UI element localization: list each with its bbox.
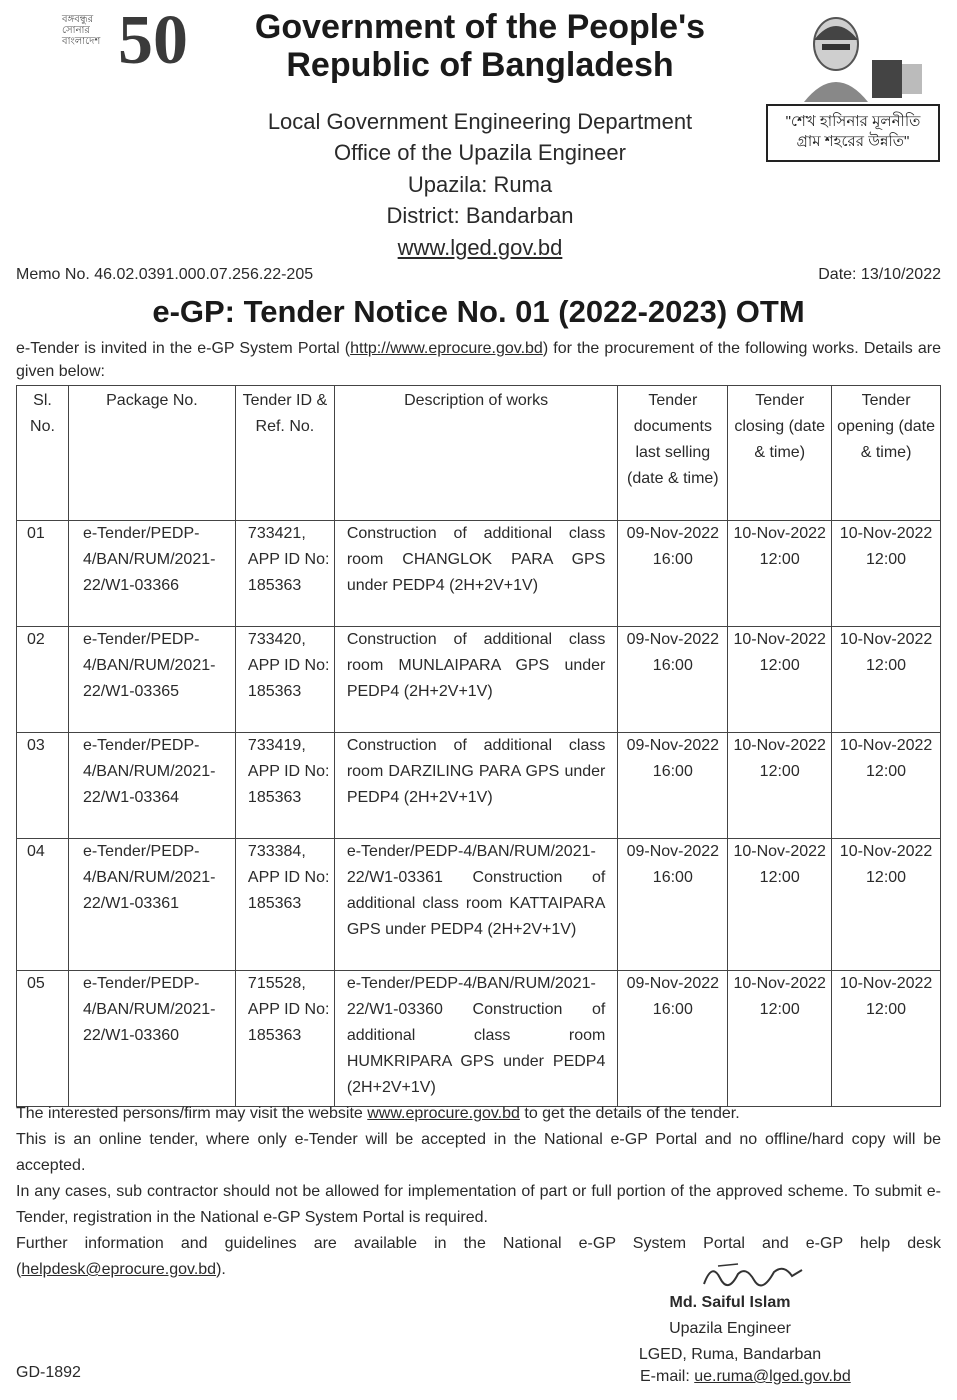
eprocure-website-link[interactable]: www.eprocure.gov.bd bbox=[367, 1105, 520, 1122]
cell-opening: 10-Nov-2022 12:00 bbox=[832, 733, 941, 839]
memo-number: Memo No. 46.02.0391.000.07.256.22-205 bbox=[16, 266, 314, 283]
table-row bbox=[17, 627, 941, 733]
logo-text-line: সোনার bbox=[62, 25, 90, 36]
notice-header bbox=[0, 0, 957, 268]
header-closing: Tender closing (date & time) bbox=[728, 386, 832, 521]
signatory-email-link[interactable]: ue.ruma@lged.gov.bd bbox=[694, 1368, 851, 1385]
table-row bbox=[17, 521, 941, 627]
notice-date: Date: 13/10/2022 bbox=[818, 266, 941, 283]
header-opening: Tender opening (date & time) bbox=[832, 386, 941, 521]
footer-note-helpdesk: Further information and guidelines are available in the National e-GP System Portal and e-GP help desk (helpdesk@eprocure.gov.bd). bbox=[16, 1235, 941, 1278]
cell-opening: 10-Nov-2022 12:00 bbox=[832, 971, 941, 1107]
cell-sl: 04 bbox=[17, 839, 69, 971]
cell-opening: 10-Nov-2022 12:00 bbox=[832, 839, 941, 971]
signatory-email-line: E-mail: ue.ruma@lged.gov.bd bbox=[640, 1368, 851, 1385]
footer-note-online: This is an online tender, where only e-Tender will be accepted in the National e-GP Portal and no offline/hard copy will be accepted. bbox=[16, 1131, 941, 1174]
cell-tender-id: 733384, APP ID No: 185363 bbox=[235, 839, 334, 971]
signatory-designation: Upazila Engineer bbox=[669, 1320, 791, 1337]
header-selling: Tender documents last selling (date & time) bbox=[618, 386, 728, 521]
lged-website-link[interactable]: www.lged.gov.bd bbox=[397, 235, 563, 260]
logo-text-line: বঙ্গবন্ধুর bbox=[62, 14, 94, 25]
cell-sl: 01 bbox=[17, 521, 69, 627]
cell-description: e-Tender/PEDP-4/BAN/RUM/2021-22/W1-03361 Construction of additional class room KATTAIPARA GPS under PEDP4 (2H+2V+1V) bbox=[334, 839, 618, 971]
signatory-block bbox=[560, 1290, 900, 1368]
slogan-line-1: "শেখ হাসিনার মূলনীতি bbox=[785, 113, 921, 130]
table-header-row bbox=[17, 386, 941, 521]
cell-description: Construction of additional class room CHANGLOK PARA GPS under PEDP4 (2H+2V+1V) bbox=[334, 521, 618, 627]
cell-selling: 09-Nov-2022 16:00 bbox=[618, 733, 728, 839]
cell-sl: 03 bbox=[17, 733, 69, 839]
table-row bbox=[17, 971, 941, 1107]
cell-opening: 10-Nov-2022 12:00 bbox=[832, 521, 941, 627]
cell-selling: 09-Nov-2022 16:00 bbox=[618, 627, 728, 733]
table-row bbox=[17, 733, 941, 839]
cell-closing: 10-Nov-2022 12:00 bbox=[728, 521, 832, 627]
cell-selling: 09-Nov-2022 16:00 bbox=[618, 521, 728, 627]
office-name: Office of the Upazila Engineer bbox=[334, 140, 626, 165]
cell-package: e-Tender/PEDP-4/BAN/RUM/2021-22/W1-03364 bbox=[68, 733, 235, 839]
eprocure-link[interactable]: http://www.eprocure.gov.bd bbox=[350, 340, 543, 357]
table-row bbox=[17, 839, 941, 971]
government-title bbox=[180, 8, 780, 84]
slogan-box bbox=[766, 104, 940, 162]
cell-selling: 09-Nov-2022 16:00 bbox=[618, 971, 728, 1107]
cell-description: Construction of additional class room DARZILING PARA GPS under PEDP4 (2H+2V+1V) bbox=[334, 733, 618, 839]
tender-notice-title: e-GP: Tender Notice No. 01 (2022-2023) OTM bbox=[152, 294, 805, 329]
footer-note-subcontractor: In any cases, sub contractor should not be allowed for implementation of part or full portion of the approved scheme. To submit e-Tender, registration in the National e-GP System Portal is required. bbox=[16, 1183, 941, 1226]
cell-package: e-Tender/PEDP-4/BAN/RUM/2021-22/W1-03361 bbox=[68, 839, 235, 971]
title-line-1: Government of the People's bbox=[254, 8, 706, 46]
cell-closing: 10-Nov-2022 12:00 bbox=[728, 839, 832, 971]
tender-table bbox=[16, 385, 941, 1107]
cell-sl: 02 bbox=[17, 627, 69, 733]
golden-jubilee-logo bbox=[62, 2, 190, 84]
cell-selling: 09-Nov-2022 16:00 bbox=[618, 839, 728, 971]
logo-number: 50 bbox=[118, 2, 188, 79]
cell-tender-id: 715528, APP ID No: 185363 bbox=[235, 971, 334, 1107]
cell-closing: 10-Nov-2022 12:00 bbox=[728, 733, 832, 839]
cell-description: Construction of additional class room MUNLAIPARA GPS under PEDP4 (2H+2V+1V) bbox=[334, 627, 618, 733]
cell-closing: 10-Nov-2022 12:00 bbox=[728, 627, 832, 733]
header-package: Package No. bbox=[68, 386, 235, 521]
signature-image bbox=[698, 1258, 808, 1292]
cell-tender-id: 733419, APP ID No: 185363 bbox=[235, 733, 334, 839]
cell-description: e-Tender/PEDP-4/BAN/RUM/2021-22/W1-03360 Construction of additional class room HUMKRIPARA GPS under PEDP4 (2H+2V+1V) bbox=[334, 971, 618, 1107]
upazila-name: Upazila: Ruma bbox=[407, 172, 553, 197]
footer-note-website: The interested persons/firm may visit the website www.eprocure.gov.bd to get the details of the tender. bbox=[16, 1105, 740, 1122]
portrait-image bbox=[784, 10, 924, 102]
gd-number: GD-1892 bbox=[16, 1364, 81, 1381]
signatory-office: LGED, Ruma, Bandarban bbox=[638, 1346, 822, 1363]
header-description: Description of works bbox=[334, 386, 618, 521]
district-name: District: Bandarban bbox=[386, 203, 574, 228]
cell-sl: 05 bbox=[17, 971, 69, 1107]
cell-package: e-Tender/PEDP-4/BAN/RUM/2021-22/W1-03366 bbox=[68, 521, 235, 627]
cell-package: e-Tender/PEDP-4/BAN/RUM/2021-22/W1-03365 bbox=[68, 627, 235, 733]
title-line-2: Republic of Bangladesh bbox=[286, 46, 674, 84]
cell-opening: 10-Nov-2022 12:00 bbox=[832, 627, 941, 733]
header-tender-id: Tender ID & Ref. No. bbox=[235, 386, 334, 521]
intro-paragraph: e-Tender is invited in the e-GP System Portal (http://www.eprocure.gov.bd) for the procurement of the following works. Details are given below: bbox=[16, 340, 942, 380]
header-sl: Sl. No. bbox=[17, 386, 69, 521]
footer-notes bbox=[16, 1101, 941, 1283]
cell-tender-id: 733420, APP ID No: 185363 bbox=[235, 627, 334, 733]
logo-text-line: বাংলাদেশ bbox=[62, 36, 101, 47]
cell-package: e-Tender/PEDP-4/BAN/RUM/2021-22/W1-03360 bbox=[68, 971, 235, 1107]
helpdesk-email-link[interactable]: helpdesk@eprocure.gov.bd bbox=[21, 1261, 217, 1278]
cell-closing: 10-Nov-2022 12:00 bbox=[728, 971, 832, 1107]
slogan-line-2: গ্রাম শহরের উন্নতি" bbox=[796, 133, 910, 150]
cell-tender-id: 733421, APP ID No: 185363 bbox=[235, 521, 334, 627]
signatory-name: Md. Saiful Islam bbox=[669, 1294, 791, 1311]
department-name: Local Government Engineering Department bbox=[267, 109, 693, 134]
